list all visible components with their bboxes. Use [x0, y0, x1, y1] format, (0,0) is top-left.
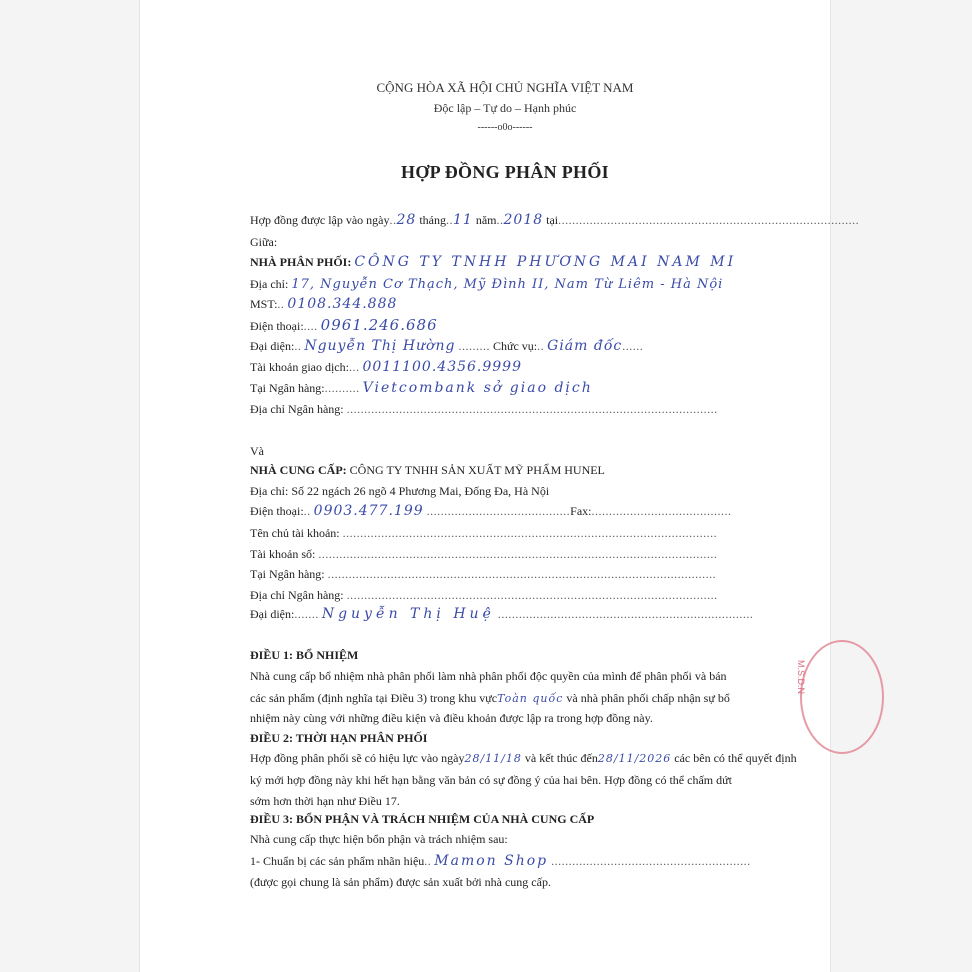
bank-label: Tại Ngân hàng:: [250, 381, 325, 395]
article2-end: 28/11/2026: [597, 752, 672, 765]
distributor-bank-line: Tại Ngân hàng:.......... Vietcombank sở giao dịch: [250, 380, 593, 396]
distributor-heading: NHÀ PHÂN PHỐI:: [250, 255, 352, 269]
supplier-name-line: [250, 463, 605, 477]
article2-line-d: ký mới hợp đồng này khi hết hạn bằng văn bản có sự đồng ý của hai bên. Hợp đồng có thể chấm dứt: [250, 773, 732, 787]
article1-region: Toàn quốc: [497, 692, 564, 705]
supplier-phone-label: Điện thoại:: [250, 504, 304, 518]
distributor-name: CÔNG TY TNHH PHƯƠNG MAI NAM MI: [354, 254, 737, 270]
distributor-account: 0011100.4356.9999: [362, 359, 522, 375]
distributor-account-line: Tài khoản giao dịch:... 0011100.4356.9999: [250, 359, 522, 375]
stamp-text: M.S.D.N: [796, 660, 806, 695]
supplier-account-line: Tài khoản số: ..................................................................................................................: [250, 547, 718, 561]
supplier-bank-address-label: Địa chỉ Ngân hàng:: [250, 588, 344, 602]
distributor-tax-line: MST:.. 0108.344.888: [250, 296, 398, 312]
article2-line-e: sớm hơn thời hạn như Điều 17.: [250, 794, 400, 808]
article3-item1: 1- Chuẩn bị các sản phẩm nhãn hiệu.. Mamon Shop .........................................................: [250, 853, 751, 869]
supplier-heading: NHÀ CUNG CẤP:: [250, 463, 347, 477]
article1-line-b: [250, 691, 730, 706]
supplier-address: Số 22 ngách 26 ngõ 4 Phương Mai, Đống Đa, Hà Nội: [291, 484, 550, 498]
article2-line-a: [250, 751, 797, 766]
distributor-address: 17, Nguyễn Cơ Thạch, Mỹ Đình II, Nam Từ Liêm - Hà Nội: [291, 277, 724, 292]
distributor-bank: Vietcombank sở giao dịch: [362, 380, 593, 396]
phone-label: Điện thoại:: [250, 319, 304, 333]
distributor-phone: 0961.246.686: [320, 316, 438, 334]
distributor-tax: 0108.344.888: [287, 296, 398, 312]
article1-line-d: nhiệm này cùng với những điều kiện và điều khoản được lập ra trong hợp đồng này.: [250, 711, 653, 725]
year-value: 2018: [503, 212, 544, 228]
place-label: tại: [546, 213, 559, 227]
page-title: HỢP ĐỒNG PHÂN PHỐI: [401, 162, 609, 182]
address-label: Địa chỉ:: [250, 277, 289, 291]
article2-heading: ĐIỀU 2: THỜI HẠN PHÂN PHỐI: [250, 731, 428, 745]
article1-line-a: Nhà cung cấp bổ nhiệm nhà phân phối làm nhà phân phối độc quyền của mình để phân phối và bán: [250, 669, 727, 683]
supplier-address-label: Địa chỉ:: [250, 484, 289, 498]
account-label: Tài khoản giao dịch:: [250, 360, 349, 374]
supplier-rep-line: Đại diện:....... Nguyễn Thị Huệ .........................................................................: [250, 606, 754, 622]
supplier-bank-address-line: Địa chỉ Ngân hàng: ..........................................................................................................: [250, 588, 718, 602]
date-line: Hợp đồng được lập vào ngày..28 tháng..11 năm..2018 tại......................................................................................: [250, 212, 860, 228]
article3-item1-prefix: 1- Chuẩn bị các sản phẩm nhãn hiệu: [250, 854, 425, 868]
month-label: tháng: [419, 213, 446, 227]
article3-line-a: Nhà cung cấp thực hiện bổn phận và trách nhiệm sau:: [250, 832, 508, 846]
article1-text-c: và nhà phân phối chấp nhận sự bổ: [566, 691, 730, 705]
distributor-phone-line: Điện thoại:.... 0961.246.686: [250, 316, 438, 334]
distributor-name-line: [250, 255, 736, 269]
owner-label: Tên chủ tài khoản:: [250, 526, 340, 540]
article3-brand: Mamon Shop: [434, 853, 549, 869]
supplier-phone: 0903.477.199: [313, 503, 424, 519]
red-stamp: [800, 640, 884, 754]
article2-text-c: các bên có thể quyết định: [674, 751, 797, 765]
bank-address-label: Địa chỉ Ngân hàng:: [250, 402, 344, 416]
distributor-address-line: [250, 277, 723, 292]
supplier-rep: Nguyễn Thị Huệ: [321, 606, 495, 622]
supplier-bank-line: Tại Ngân hàng: ...............................................................................................................: [250, 567, 717, 581]
tax-label: MST:: [250, 297, 278, 311]
article1-heading: ĐIỀU 1: BỔ NHIỆM: [250, 648, 359, 662]
article2-text-b: và kết thúc đến: [524, 751, 598, 765]
between-label: Giữa:: [250, 235, 278, 249]
distributor-rep: Nguyễn Thị Hường: [304, 338, 456, 354]
supplier-bank-label: Tại Ngân hàng:: [250, 567, 325, 581]
distributor-bank-address-line: Địa chỉ Ngân hàng: ..........................................................................................................: [250, 402, 718, 416]
separator: ------o0o------: [477, 122, 533, 133]
date-prefix: Hợp đồng được lập vào ngày: [250, 213, 390, 227]
supplier-address-line: [250, 484, 549, 498]
distributor-position: Giám đốc: [547, 338, 623, 354]
article1-text-b: các sản phẩm (định nghĩa tại Điều 3) trong khu vực: [250, 691, 498, 705]
supplier-owner-line: Tên chủ tài khoản: ...........................................................................................................: [250, 526, 718, 540]
country-header: CỘNG HÒA XÃ HỘI CHỦ NGHĨA VIỆT NAM: [376, 80, 634, 95]
day-value: 28: [396, 212, 417, 228]
year-label: năm: [475, 213, 497, 227]
rep-label: Đại diện:: [250, 339, 295, 353]
position-label: Chức vụ:: [492, 339, 538, 353]
article2-start: 28/11/18: [464, 752, 522, 765]
supplier-account-label: Tài khoản số:: [250, 547, 316, 561]
motto: Độc lập – Tự do – Hạnh phúc: [433, 101, 577, 115]
supplier-name: CÔNG TY TNHH SẢN XUẤT MỸ PHẨM HUNEL: [349, 463, 605, 477]
supplier-rep-label: Đại diện:: [250, 607, 295, 621]
supplier-phone-line: Điện thoại:.. 0903.477.199 .........................................Fax:........................................: [250, 503, 732, 519]
fax-label: Fax:: [570, 504, 592, 518]
distributor-rep-line: Đại diện:.. Nguyễn Thị Hường ......... Chức vụ:.. Giám đốc......: [250, 338, 644, 354]
article3-line-b: (được gọi chung là sản phẩm) được sản xuất bởi nhà cung cấp.: [250, 875, 551, 889]
article2-text-a: Hợp đồng phân phối sẽ có hiệu lực vào ngày: [250, 751, 465, 765]
month-value: 11: [453, 212, 473, 228]
article3-heading: ĐIỀU 3: BỔN PHẬN VÀ TRÁCH NHIỆM CỦA NHÀ CUNG CẤP: [250, 812, 595, 826]
and-label: Và: [250, 444, 264, 458]
